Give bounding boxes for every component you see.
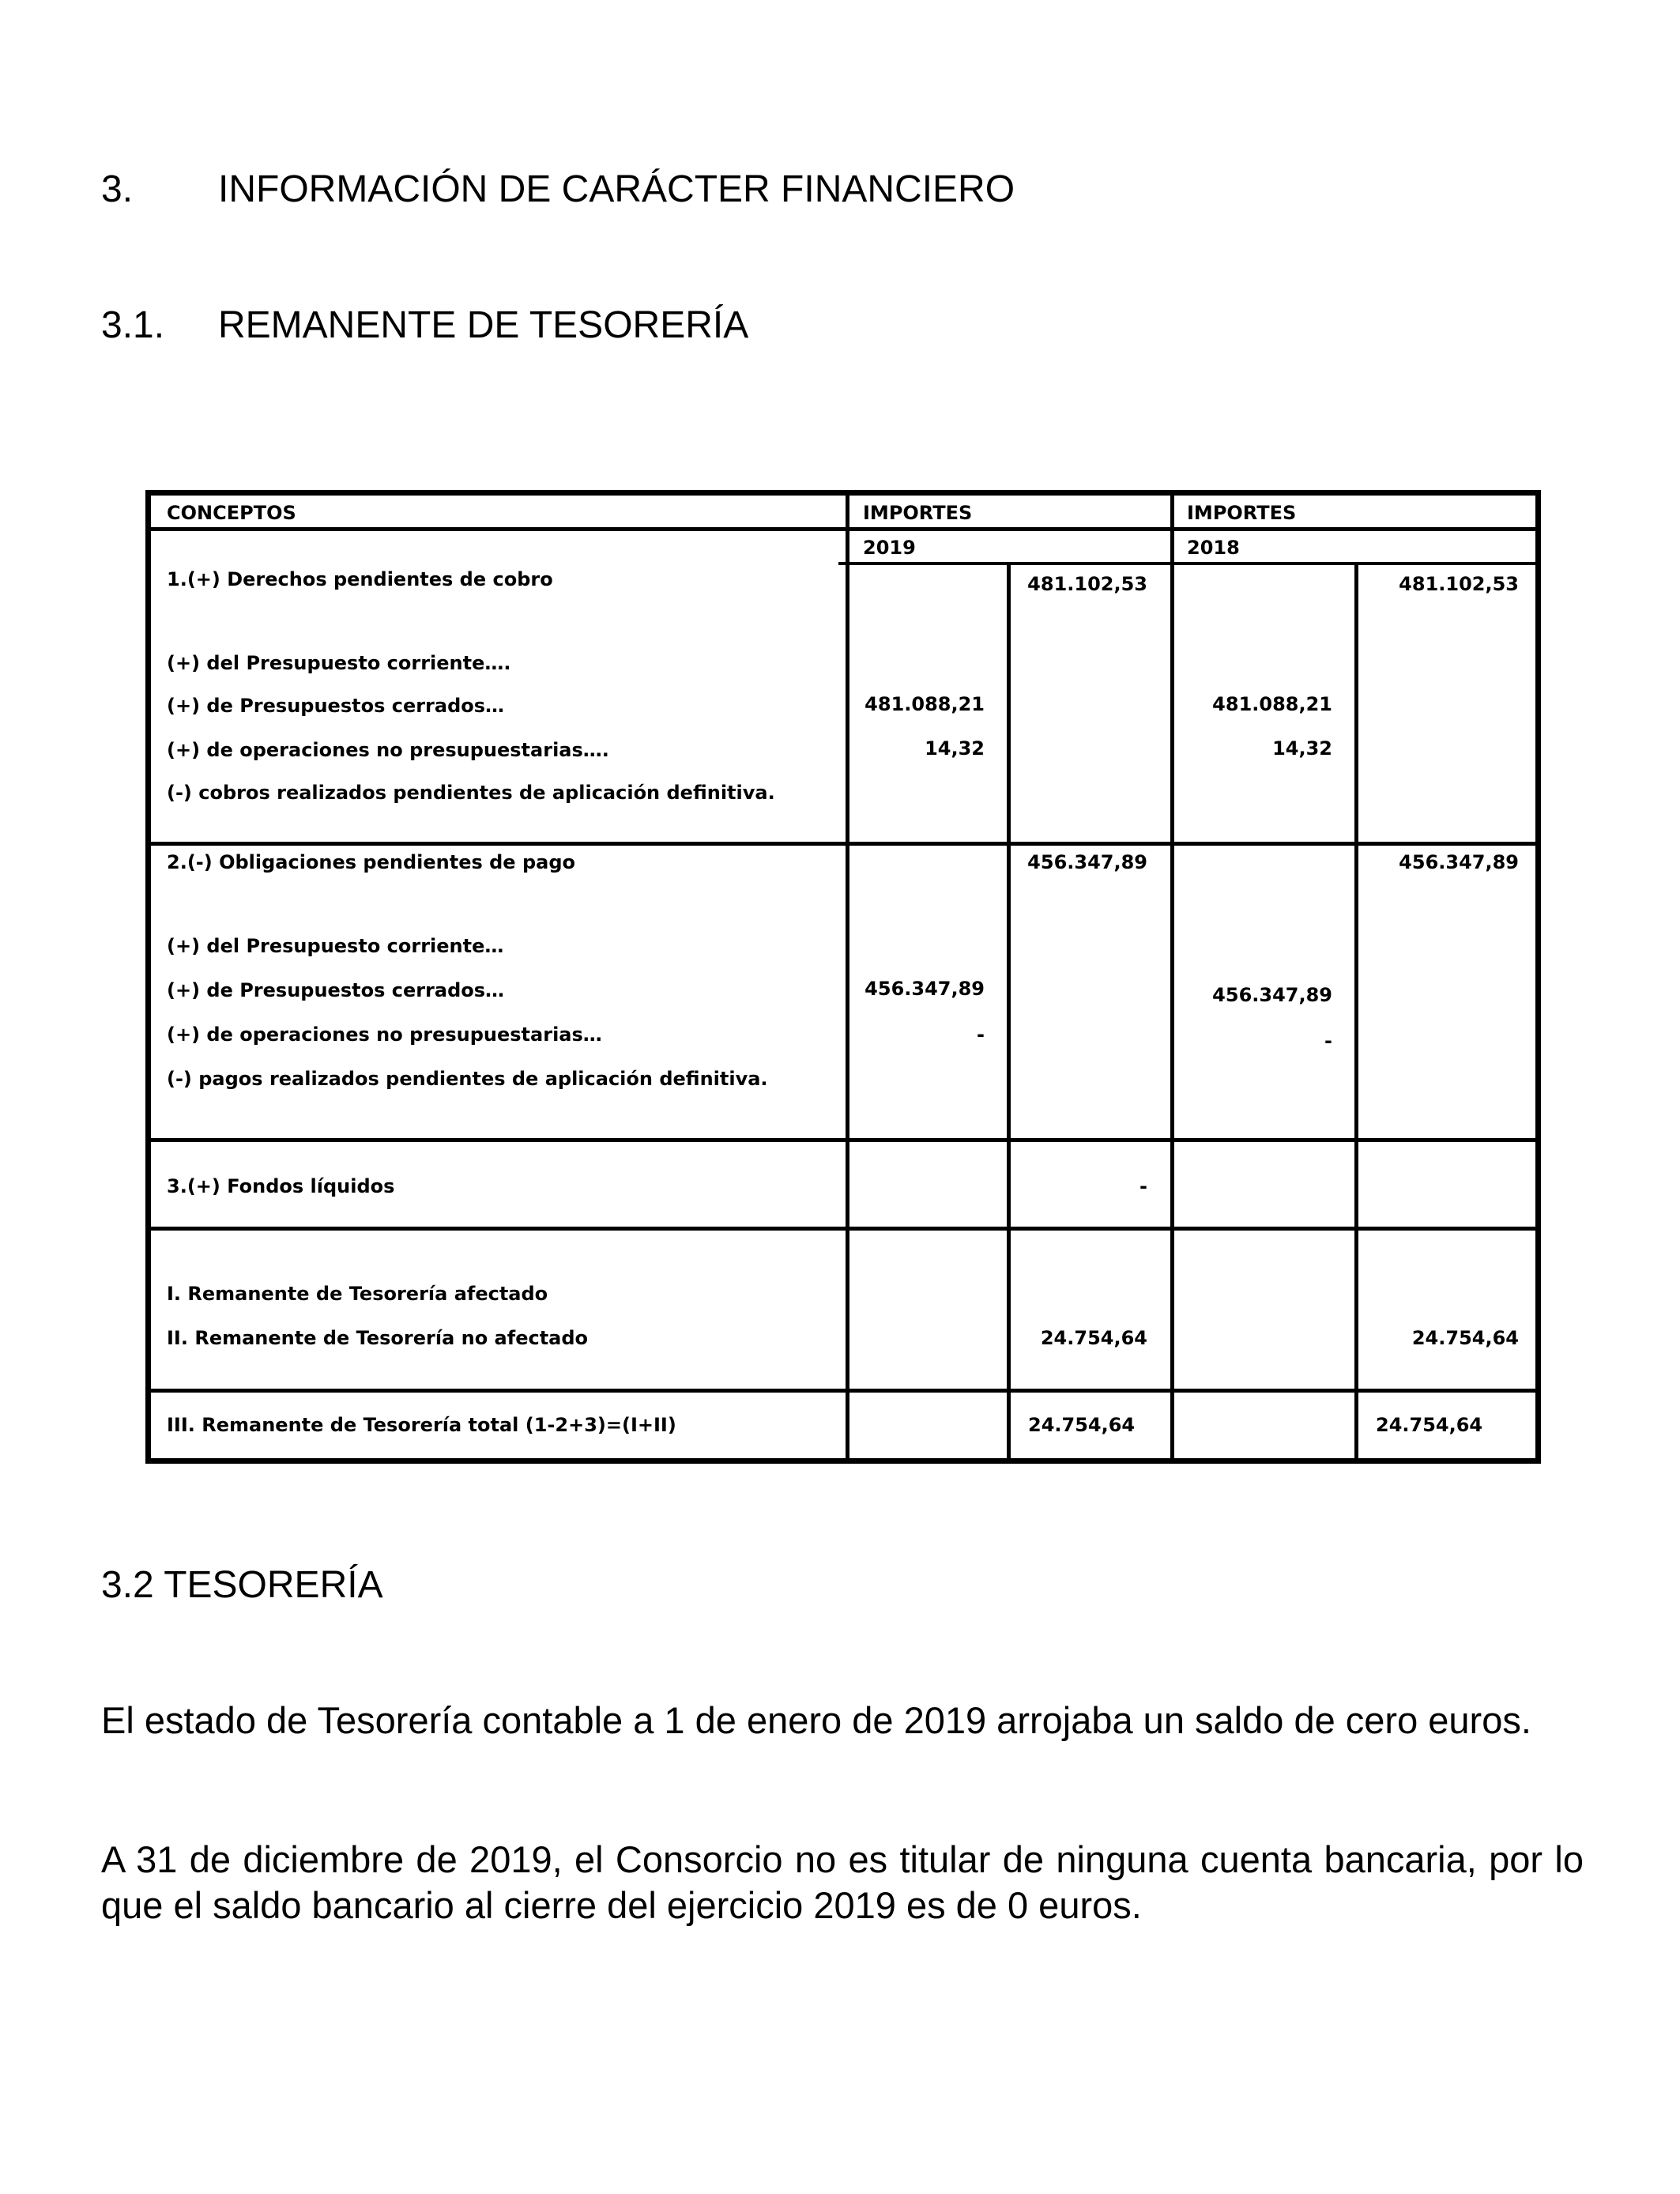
block4-total-2019: 24.754,64 [1040, 1327, 1147, 1349]
header-importes-2019: IMPORTES [863, 502, 973, 524]
table-rule [151, 527, 1535, 531]
block2-line-pagos: (-) pagos realizados pendientes de aplicación definitiva. [167, 1068, 768, 1090]
table-rule [846, 496, 849, 1458]
block2-line-nopresup: (+) de operaciones no presupuestarias… [167, 1023, 602, 1046]
block1-nopresup-2018: 14,32 [1272, 737, 1332, 760]
block2-title: 2.(-) Obligaciones pendientes de pago [167, 851, 575, 873]
table-rule [1354, 564, 1358, 1458]
block1-title: 1.(+) Derechos pendientes de cobro [167, 568, 553, 590]
paragraph-saldo-inicial: El estado de Tesorería contable a 1 de enero de 2019 arrojaba un saldo de cero euros. [101, 1699, 1531, 1741]
block1-line-cobros: (-) cobros realizados pendientes de aplicación definitiva. [167, 782, 775, 804]
block1-line-cerrados: (+) de Presupuestos cerrados… [167, 695, 505, 717]
block3-title: 3.(+) Fondos líquidos [167, 1175, 395, 1197]
block1-total-2018: 481.102,53 [1399, 573, 1519, 595]
block1-cerrados-2019: 481.088,21 [864, 693, 985, 715]
section-number: 3. [101, 168, 134, 210]
block5-title: III. Remanente de Tesorería total (1-2+3)=(I+II) [167, 1414, 676, 1436]
table-rule [1170, 496, 1174, 1458]
table-rule [1007, 564, 1011, 1458]
block1-line-corriente: (+) del Presupuesto corriente…. [167, 652, 511, 674]
block1-total-2019: 481.102,53 [1027, 573, 1147, 595]
block2-line-corriente: (+) del Presupuesto corriente… [167, 935, 504, 957]
paragraph-saldo-final: A 31 de diciembre de 2019, el Consorcio no es titular de ninguna cuenta bancaria, por lo que el saldo bancario al cierre del ejercicio 2019 es de 0 euros. [101, 1838, 1584, 1926]
block2-cerrados-2018: 456.347,89 [1212, 984, 1332, 1006]
block2-total-2019: 456.347,89 [1027, 851, 1147, 873]
block4-line-afectado: I. Remanente de Tesorería afectado [167, 1283, 548, 1305]
block4-total-2018: 24.754,64 [1411, 1327, 1519, 1349]
block1-cerrados-2018: 481.088,21 [1212, 693, 1332, 715]
section-number: 3.1. [101, 304, 165, 346]
section-3-1-heading [101, 303, 748, 347]
header-year-2019: 2019 [863, 537, 916, 559]
block4-line-no-afectado: II. Remanente de Tesorería no afectado [167, 1327, 589, 1349]
table-rule [151, 1389, 1535, 1393]
section-3-2-heading: 3.2 TESORERÍA [101, 1564, 383, 1606]
section-title: INFORMACIÓN DE CARÁCTER FINANCIERO [218, 168, 1015, 210]
block5-total-2018: 24.754,64 [1376, 1414, 1483, 1436]
table-rule [151, 1138, 1535, 1142]
header-year-2018: 2018 [1187, 537, 1240, 559]
remanente-table [145, 490, 1541, 1464]
table-rule [151, 842, 1535, 846]
header-importes-2018: IMPORTES [1187, 502, 1297, 524]
section-3-heading [101, 168, 1015, 211]
block2-nopresup-2019: - [977, 1023, 985, 1046]
block2-total-2018: 456.347,89 [1399, 851, 1519, 873]
section-title: REMANENTE DE TESORERÍA [218, 304, 749, 346]
block1-nopresup-2019: 14,32 [925, 737, 985, 760]
table-rule [838, 562, 1535, 565]
header-concepts: CONCEPTOS [167, 502, 296, 524]
block1-line-nopresup: (+) de operaciones no presupuestarias…. [167, 739, 609, 761]
block3-total-2019: - [1139, 1175, 1147, 1197]
block2-nopresup-2018: - [1324, 1030, 1332, 1052]
block2-cerrados-2019: 456.347,89 [864, 978, 985, 1000]
table-rule [151, 1227, 1535, 1231]
block2-line-cerrados: (+) de Presupuestos cerrados… [167, 979, 505, 1001]
block5-total-2019: 24.754,64 [1028, 1414, 1136, 1436]
